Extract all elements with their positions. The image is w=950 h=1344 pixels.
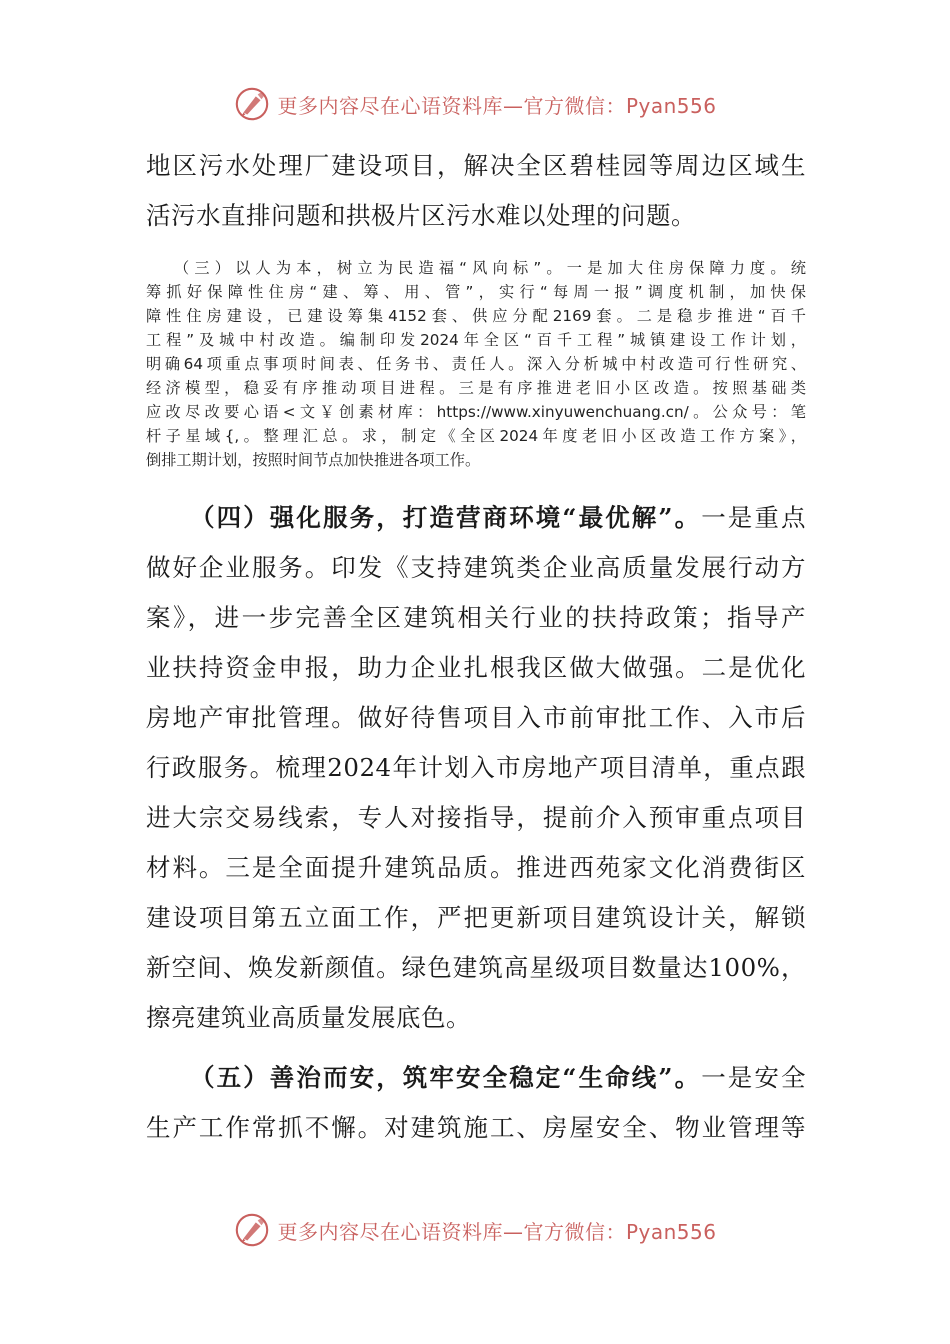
small-text-line: （三）以人为本，树立为民造福“风向标”。一是加大住房保障力度。统 (174, 259, 806, 277)
section-4-first-rest: 一是重点 (701, 503, 807, 532)
small-text-line: 倒排工期计划，按照时间节点加快推进各项工作。 (146, 451, 481, 469)
small-text-line: 障性住房建设，已建设筹集4152套、供应分配2169套。二是稳步推进“百千 (146, 307, 806, 325)
body-line: 生产工作常抓不懈。对建筑施工、房屋安全、物业管理等 (146, 1113, 806, 1142)
body-line: 活污水直排问题和拱极片区污水难以处理的问题。 (146, 201, 696, 230)
footer-banner-text: 更多内容尽在心语资料库—官方微信：Pyan556 (277, 1219, 717, 1244)
body-line: 材料。三是全面提升建筑品质。推进西苑家文化消费街区 (146, 853, 806, 882)
body-line: 行政服务。梳理2024年计划入市房地产项目清单，重点跟 (146, 753, 806, 782)
body-line: 业扶持资金申报，助力企业扎根我区做大做强。二是优化 (146, 653, 806, 682)
section-5-first-rest: 一是安全 (701, 1063, 807, 1092)
pen-nib-logo-icon (233, 85, 271, 123)
body-line: 地区污水处理厂建设项目，解决全区碧桂园等周边区域生 (146, 151, 806, 180)
body-line: 新空间、焕发新颜值。绿色建筑高星级项目数量达100%， (146, 953, 806, 982)
small-text-line: 工程”及城中村改造。编制印发2024年全区“百千工程”城镇建设工作计划， (146, 331, 806, 349)
body-line: 案》，进一步完善全区建筑相关行业的扶持政策；指导产 (146, 603, 806, 632)
small-text-line: 经济模型，稳妥有序推动项目进程。三是有序推进老旧小区改造。按照基础类 (146, 379, 806, 397)
body-line: 擦亮建筑业高质量发展底色。 (146, 1003, 471, 1032)
body-line: 做好企业服务。印发《支持建筑类企业高质量发展行动方 (146, 553, 806, 582)
small-text-line: 筹抓好保障性住房“建、筹、用、管”，实行“每周一报”调度机制，加快保 (146, 283, 806, 301)
small-text-line: 明确64项重点事项时间表、任务书、责任人。深入分析城中村改造可行性研究、 (146, 355, 806, 373)
header-banner (0, 84, 950, 124)
section-5-first-line (146, 1058, 806, 1098)
header-banner-text: 更多内容尽在心语资料库—官方微信：Pyan556 (277, 93, 717, 118)
pen-nib-logo-icon (233, 1211, 271, 1249)
section-4-first-line (146, 498, 806, 538)
small-text-line: 应改尽改要心语<文￥创素材库：https://www.xinyuwenchuang.cn/。公众号：笔 (146, 403, 806, 421)
body-line: 房地产审批管理。做好待售项目入市前审批工作、入市后 (146, 703, 806, 732)
section-5-heading: （五）善治而安，筑牢安全稳定“生命线”。 (190, 1063, 702, 1092)
section-4-heading: （四）强化服务，打造营商环境“最优解”。 (190, 503, 702, 532)
small-text-line: 杆子星域{,。整理汇总。求，制定《全区2024年度老旧小区改造工作方案》， (146, 427, 806, 445)
body-line: 建设项目第五立面工作，严把更新项目建筑设计关，解锁 (146, 903, 806, 932)
footer-banner (0, 1210, 950, 1250)
body-line: 进大宗交易线索，专人对接指导，提前介入预审重点项目 (146, 803, 806, 832)
